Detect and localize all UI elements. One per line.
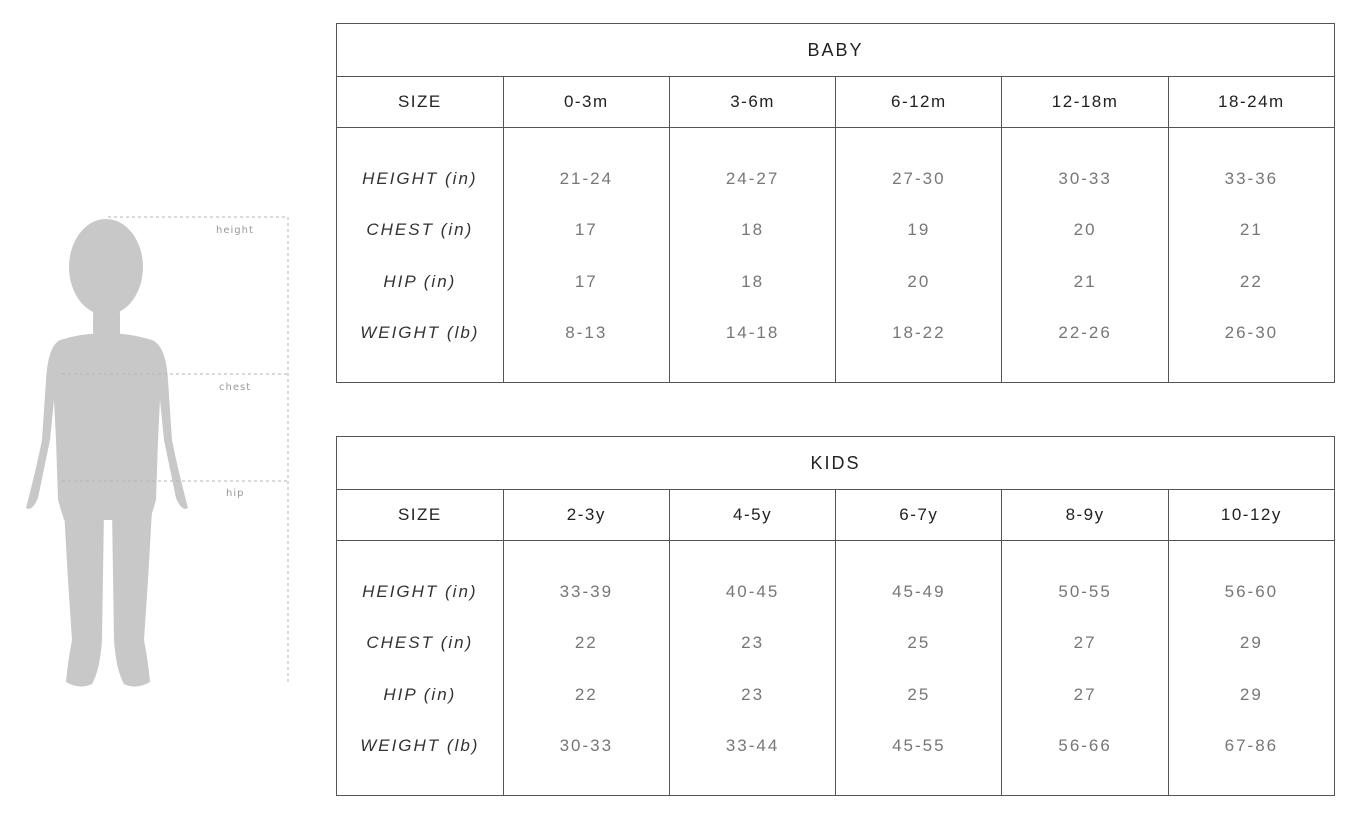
child-silhouette	[26, 219, 188, 687]
value-cell: 14-18	[725, 323, 780, 343]
size-values-column	[835, 541, 1001, 796]
size-values-column	[1168, 128, 1334, 383]
chest-guide-label: chest	[219, 382, 252, 393]
value-cell: 8-13	[565, 323, 608, 343]
value-cell: 67-86	[1224, 736, 1279, 756]
size-values-column	[1001, 128, 1167, 383]
size-header-cell: 0-3m	[503, 77, 669, 127]
row-label: HEIGHT (in)	[362, 168, 478, 188]
child-silhouette-figure	[0, 0, 320, 818]
size-header-cell: 12-18m	[1001, 77, 1167, 127]
value-cell: 23	[741, 633, 765, 653]
row-label: WEIGHT (lb)	[360, 736, 480, 756]
value-cell: 33-39	[559, 581, 614, 601]
size-header-label: SIZE	[397, 92, 442, 111]
value-cell: 50-55	[1058, 581, 1112, 601]
value-cell: 17	[574, 271, 598, 291]
kids-table-title: KIDS	[337, 437, 1334, 490]
kids-measurements-body	[337, 541, 1334, 796]
size-header-cell: 18-24m	[1168, 77, 1334, 127]
size-values-column	[503, 541, 669, 796]
value-cell: 22	[574, 684, 598, 704]
value-cell: 25	[907, 633, 931, 653]
value-cell: 27	[1073, 684, 1097, 704]
baby-measurements-body	[337, 128, 1334, 383]
measurement-labels-column	[337, 128, 503, 383]
measurement-labels-column	[337, 541, 503, 796]
size-values-column	[503, 128, 669, 383]
size-header-label: SIZE	[397, 505, 442, 524]
baby-table-title: BABY	[337, 24, 1334, 77]
size-header-cell: 6-7y	[835, 490, 1001, 540]
kids-size-table	[336, 436, 1335, 796]
row-label: CHEST (in)	[366, 633, 474, 653]
row-label: HEIGHT (in)	[362, 581, 478, 601]
value-cell: 56-66	[1058, 736, 1112, 756]
value-cell: 20	[907, 271, 931, 291]
value-cell: 40-45	[725, 581, 780, 601]
value-cell: 19	[907, 220, 931, 240]
hip-guide-label: hip	[226, 488, 245, 499]
value-cell: 56-60	[1224, 581, 1279, 601]
row-label: HIP (in)	[383, 684, 457, 704]
size-values-column	[669, 128, 835, 383]
row-label: WEIGHT (lb)	[360, 323, 480, 343]
size-values-column	[1001, 541, 1167, 796]
size-header-cell: 8-9y	[1001, 490, 1167, 540]
value-cell: 22-26	[1058, 323, 1112, 343]
size-values-column	[669, 541, 835, 796]
value-cell: 33-36	[1224, 168, 1279, 188]
value-cell: 33-44	[725, 736, 780, 756]
value-cell: 21	[1073, 271, 1097, 291]
value-cell: 18	[741, 271, 765, 291]
value-cell: 27	[1073, 633, 1097, 653]
row-label: CHEST (in)	[366, 220, 474, 240]
size-header-cell: 2-3y	[503, 490, 669, 540]
value-cell: 18-22	[892, 323, 946, 343]
size-values-column	[835, 128, 1001, 383]
value-cell: 25	[907, 684, 931, 704]
baby-size-table	[336, 23, 1335, 383]
value-cell: 22	[1239, 271, 1263, 291]
value-cell: 17	[574, 220, 598, 240]
size-header-cell: 4-5y	[669, 490, 835, 540]
value-cell: 21-24	[559, 168, 614, 188]
value-cell: 30-33	[1058, 168, 1112, 188]
value-cell: 18	[741, 220, 765, 240]
size-header-cell: 3-6m	[669, 77, 835, 127]
value-cell: 45-55	[892, 736, 946, 756]
value-cell: 24-27	[725, 168, 780, 188]
value-cell: 21	[1239, 220, 1263, 240]
baby-size-header-row	[337, 77, 1334, 128]
value-cell: 27-30	[892, 168, 946, 188]
size-values-column	[1168, 541, 1334, 796]
row-label: HIP (in)	[383, 271, 457, 291]
silhouette-svg	[0, 0, 320, 818]
size-header-cell: 10-12y	[1168, 490, 1334, 540]
value-cell: 29	[1239, 633, 1263, 653]
kids-size-header-row	[337, 490, 1334, 541]
value-cell: 30-33	[559, 736, 614, 756]
value-cell: 20	[1073, 220, 1097, 240]
value-cell: 29	[1239, 684, 1263, 704]
size-header-cell: 6-12m	[835, 77, 1001, 127]
height-guide-label: height	[216, 225, 254, 236]
value-cell: 45-49	[892, 581, 946, 601]
value-cell: 26-30	[1224, 323, 1279, 343]
value-cell: 22	[574, 633, 598, 653]
value-cell: 23	[741, 684, 765, 704]
